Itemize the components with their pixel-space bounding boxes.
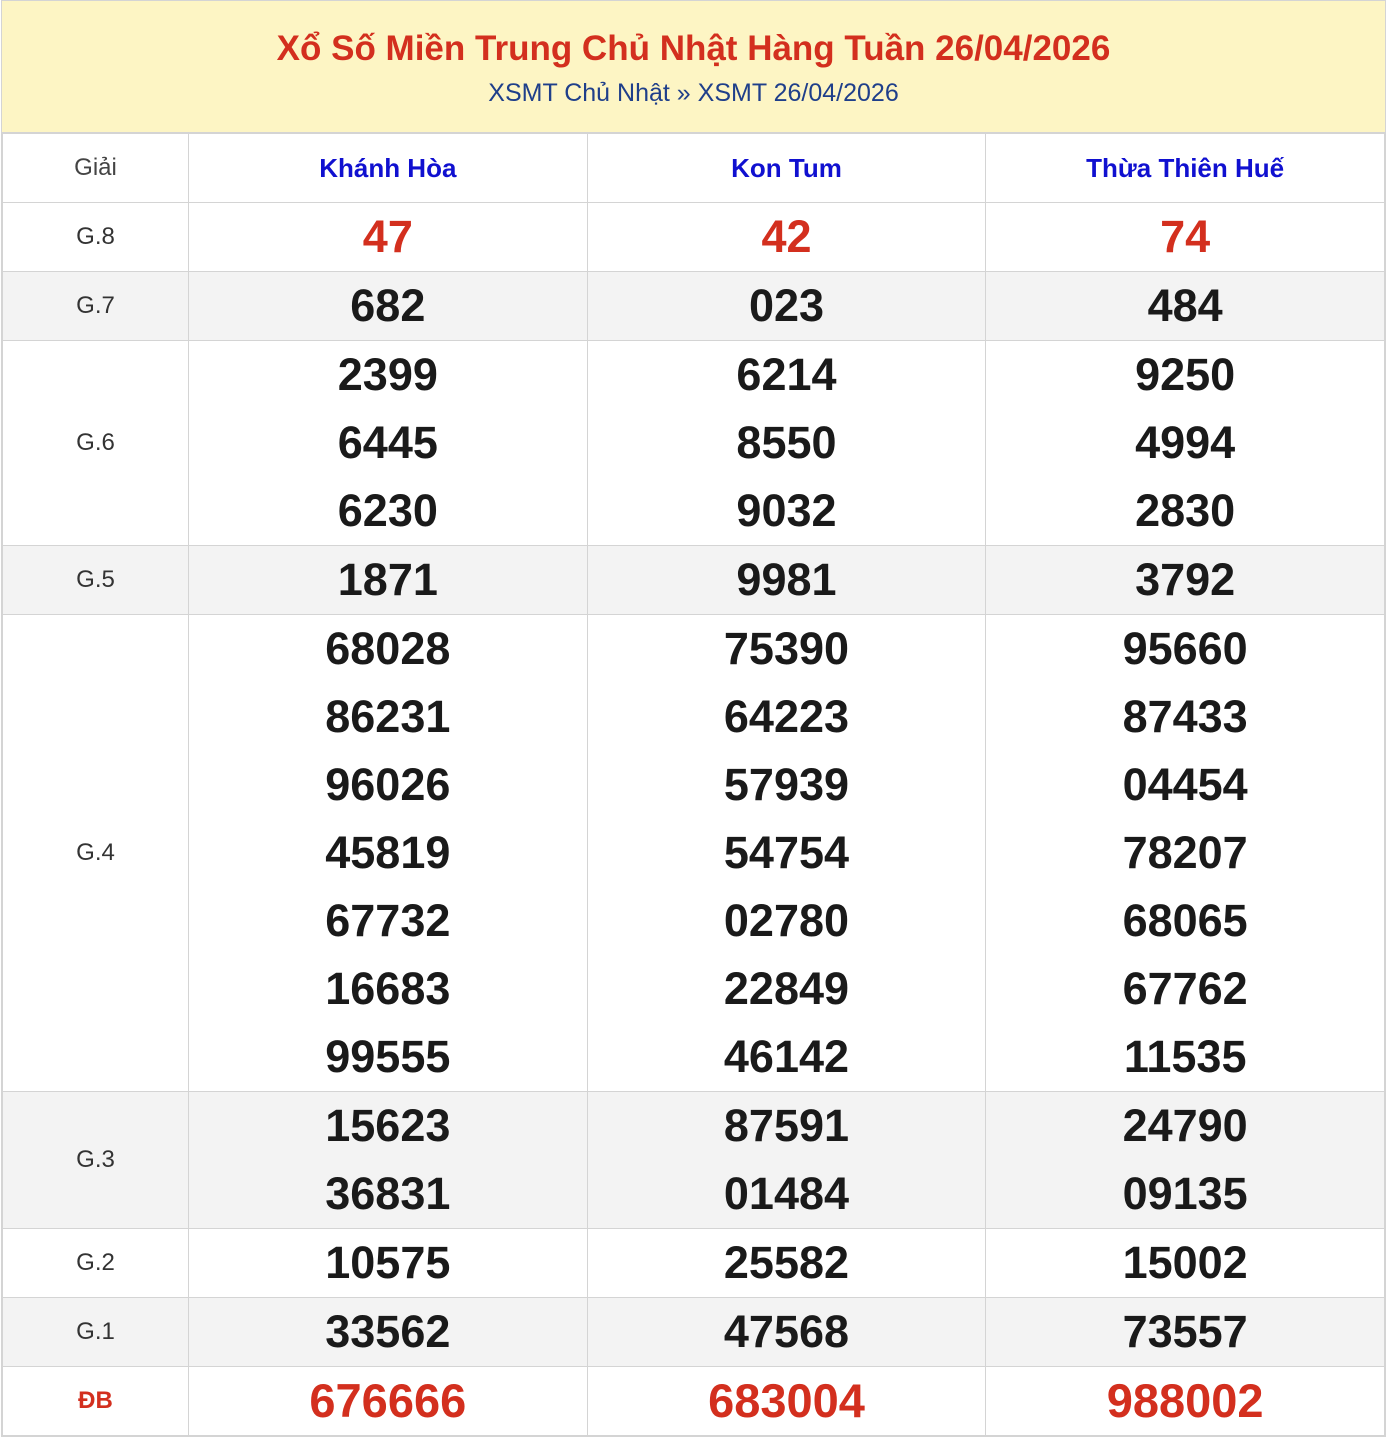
prize-cell — [986, 1298, 1385, 1367]
prize-number: 64223 — [723, 691, 850, 742]
prize-number: 68028 — [325, 623, 451, 674]
prize-number: 57939 — [723, 759, 850, 810]
prize-cell — [986, 1092, 1385, 1229]
prize-cell — [189, 1229, 588, 1298]
prize-cell — [587, 341, 986, 546]
prize-number: 99555 — [325, 1031, 451, 1082]
prize-number: 2399 — [337, 349, 438, 400]
table-row — [3, 341, 1385, 546]
prize-number: 25582 — [723, 1237, 850, 1288]
prize-number: 16683 — [325, 963, 451, 1014]
prize-cell — [587, 546, 986, 615]
prize-cell — [587, 1298, 986, 1367]
prize-number: 8550 — [736, 417, 837, 468]
prize-cell — [587, 615, 986, 1092]
table-row — [3, 546, 1385, 615]
prize-number: 484 — [1147, 280, 1223, 331]
column-header-prize: Giải — [3, 134, 189, 203]
prize-number: 04454 — [1122, 759, 1248, 810]
prize-number: 023 — [748, 280, 825, 331]
table-row — [3, 272, 1385, 341]
prize-cell — [587, 203, 986, 272]
prize-number: 11535 — [1123, 1031, 1247, 1082]
prize-cell — [189, 1298, 588, 1367]
prize-number: 87433 — [1122, 691, 1248, 742]
prize-cell — [986, 615, 1385, 1092]
table-row — [3, 1298, 1385, 1367]
prize-number: 96026 — [325, 759, 451, 810]
column-header-province[interactable]: Khánh Hòa — [189, 134, 588, 203]
prize-cell — [986, 272, 1385, 341]
table-row — [3, 1092, 1385, 1229]
prize-number: 2830 — [1135, 485, 1236, 536]
prize-cell — [189, 341, 588, 546]
column-header-province[interactable]: Kon Tum — [587, 134, 986, 203]
results-panel — [1, 0, 1386, 1437]
prize-number: 09135 — [1122, 1168, 1248, 1219]
prize-number: 683004 — [708, 1374, 865, 1427]
prize-number: 86231 — [325, 691, 451, 742]
prize-number: 6214 — [736, 349, 837, 400]
prize-number: 54754 — [723, 827, 850, 878]
prize-cell — [986, 203, 1385, 272]
prize-number: 47 — [362, 211, 413, 262]
prize-number: 4994 — [1135, 417, 1236, 468]
prize-number: 676666 — [309, 1374, 467, 1427]
prize-label: G.5 — [3, 546, 189, 615]
prize-number: 6230 — [337, 485, 438, 536]
prize-number: 988002 — [1106, 1374, 1264, 1427]
prize-cell — [587, 1092, 986, 1229]
prize-cell — [587, 272, 986, 341]
prize-label: ĐB — [3, 1367, 189, 1436]
prize-label: G.1 — [3, 1298, 189, 1367]
prize-cell — [986, 546, 1385, 615]
prize-number: 3792 — [1135, 554, 1236, 605]
prize-number: 01484 — [723, 1168, 850, 1219]
prize-cell — [986, 341, 1385, 546]
prize-number: 9250 — [1135, 349, 1236, 400]
table-header-row — [3, 134, 1385, 203]
prize-cell — [587, 1367, 986, 1436]
prize-label: G.6 — [3, 341, 189, 546]
prize-label: G.3 — [3, 1092, 189, 1229]
prize-number: 87591 — [723, 1100, 850, 1151]
table-row — [3, 1367, 1385, 1436]
prize-number: 67732 — [325, 895, 451, 946]
prize-cell — [587, 1229, 986, 1298]
prize-number: 15623 — [325, 1100, 451, 1151]
prize-number: 73557 — [1122, 1306, 1248, 1357]
prize-number: 95660 — [1122, 623, 1248, 674]
prize-number: 6445 — [337, 417, 438, 468]
prize-number: 02780 — [723, 895, 850, 946]
column-header-province[interactable]: Thừa Thiên Huế — [986, 134, 1385, 203]
prize-cell — [189, 1092, 588, 1229]
prize-number: 36831 — [325, 1168, 451, 1219]
prize-number: 15002 — [1122, 1237, 1248, 1288]
prize-number: 47568 — [723, 1306, 850, 1357]
prize-number: 75390 — [723, 623, 850, 674]
prize-number: 9981 — [736, 554, 837, 605]
prize-cell — [986, 1229, 1385, 1298]
prize-number: 67762 — [1122, 963, 1248, 1014]
prize-number: 74 — [1160, 211, 1211, 262]
breadcrumb-link-date[interactable]: XSMT 26/04/2026 — [697, 79, 899, 107]
prize-number: 45819 — [325, 827, 451, 878]
prize-cell — [189, 272, 588, 341]
prize-cell — [189, 203, 588, 272]
prize-number: 68065 — [1122, 895, 1248, 946]
prize-label: G.8 — [3, 203, 189, 272]
results-header — [2, 1, 1385, 133]
breadcrumb-separator: » — [676, 79, 691, 107]
prize-label: G.4 — [3, 615, 189, 1092]
table-row — [3, 203, 1385, 272]
breadcrumb-link-weekday[interactable]: XSMT Chủ Nhật — [488, 79, 670, 107]
prize-cell — [986, 1367, 1385, 1436]
prize-label: G.7 — [3, 272, 189, 341]
results-table — [2, 133, 1385, 1436]
prize-number: 22849 — [723, 963, 850, 1014]
prize-number: 46142 — [723, 1031, 850, 1082]
prize-number: 682 — [350, 280, 426, 331]
prize-number: 9032 — [736, 485, 837, 536]
prize-cell — [189, 1367, 588, 1436]
prize-number: 24790 — [1122, 1100, 1248, 1151]
prize-number: 78207 — [1122, 827, 1248, 878]
prize-number: 1871 — [337, 554, 438, 605]
table-row — [3, 615, 1385, 1092]
table-row — [3, 1229, 1385, 1298]
prize-cell — [189, 546, 588, 615]
breadcrumb — [2, 78, 1385, 108]
prize-number: 42 — [761, 211, 812, 262]
prize-cell — [189, 615, 588, 1092]
prize-number: 10575 — [325, 1237, 451, 1288]
page-title: Xổ Số Miền Trung Chủ Nhật Hàng Tuần 26/04/2026 — [276, 29, 1111, 68]
prize-label: G.2 — [3, 1229, 189, 1298]
prize-number: 33562 — [325, 1306, 451, 1357]
